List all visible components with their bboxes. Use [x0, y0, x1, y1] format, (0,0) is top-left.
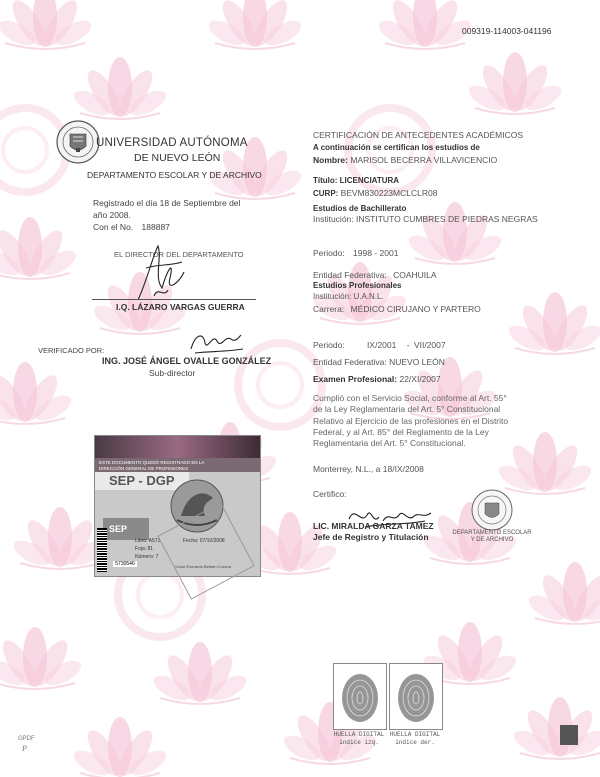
periodo1-value: 1998 - 2001	[353, 248, 399, 258]
servicio-social-paragraph	[313, 393, 543, 449]
periodo2-separator: -	[406, 340, 410, 350]
entidad1-value: COAHUILA	[393, 270, 437, 280]
certificate-heading: CERTIFICACIÓN DE ANTECEDENTES ACADÉMICOS	[313, 130, 524, 140]
nombre-label: Nombre:	[313, 155, 348, 165]
examen-label: Examen Profesional:	[313, 374, 398, 384]
periodo2-label: Periodo:	[313, 340, 345, 350]
entidad2-value: NUEVO LEÓN	[389, 357, 445, 367]
curp-row	[313, 188, 437, 198]
titulo-row	[313, 176, 399, 185]
sticker-folio: 5730546	[113, 561, 137, 567]
left-fingerprint-label2: índice izq.	[339, 739, 379, 746]
certificate-intro: A continuación se certifican los estudios de	[313, 143, 480, 152]
place-date: Monterrey, N.L., a 18/IX/2008	[313, 464, 424, 474]
bachillerato-institution-row	[313, 214, 538, 224]
registrar-role: Jefe de Registro y Titulación	[313, 532, 429, 542]
fecha-value: 07/10/2008	[199, 538, 225, 544]
registration-number: 188887	[141, 222, 170, 232]
dept-seal-line2: Y DE ARCHIVO	[470, 537, 514, 543]
bachillerato-heading: Estudios de Bachillerato	[313, 204, 407, 213]
subdirector-signature	[185, 325, 245, 357]
right-fingerprint-label1: HUELLA DIGITAL	[389, 731, 441, 738]
periodo1-label: Periodo:	[313, 248, 345, 258]
sticker-title: SEP - DGP	[95, 472, 189, 490]
director-title: EL DIRECTOR DEL DEPARTAMENTO	[114, 250, 244, 259]
profesionales-heading: Estudios Profesionales	[313, 281, 402, 290]
periodo2-start: IX/2001	[367, 340, 397, 350]
footer-code: GPDF	[18, 736, 35, 742]
foja-value: 81	[147, 546, 154, 552]
numero-value: 7	[155, 554, 159, 560]
carrera-row	[313, 304, 481, 314]
university-name-line2: DE NUEVO LEÓN	[134, 152, 221, 164]
registration-line3	[93, 222, 170, 232]
right-fingerprint-box	[389, 663, 443, 730]
sticker-numero-row	[135, 554, 158, 560]
sticker-libro-row	[135, 538, 160, 544]
titulo-value: LICENCIATURA	[339, 176, 400, 185]
servicio-line: Federal, y al Art. 85° del Reglamento de la Ley	[313, 426, 489, 437]
left-fingerprint-box	[333, 663, 387, 730]
servicio-line: Cumplió con el Servicio Social, conforme al Art. 55°	[313, 393, 507, 403]
profesionales-institution-row	[313, 292, 384, 301]
entidad1-label: Entidad Federativa:	[313, 270, 387, 280]
document-id: 009319-114003-041196	[462, 26, 552, 36]
curp-value: BEVM830223MCLCLR08	[340, 188, 438, 198]
sticker-notice-line1: ESTE DOCUMENTO QUEDÓ REGISTRADO EN LA	[95, 458, 261, 467]
entidad1-row	[313, 270, 437, 280]
sticker-foja-row	[135, 546, 153, 552]
libro-label: Libro:	[135, 538, 148, 544]
nombre-row	[313, 155, 497, 165]
examen-value: 22/XI/2007	[399, 374, 441, 384]
bachillerato-institution-value: INSTITUTO CUMBRES DE PIEDRAS NEGRAS	[356, 214, 538, 224]
registration-line2: año 2008.	[93, 210, 131, 220]
registration-number-label: Con el No.	[93, 222, 134, 232]
sticker-sep-label: SEP	[103, 518, 149, 540]
left-fingerprint-icon	[334, 664, 386, 729]
periodo2-row	[313, 340, 446, 350]
corner-security-mark	[560, 725, 578, 745]
certifico-label: Certifico:	[313, 489, 347, 499]
right-fingerprint-label2: índice der.	[395, 739, 435, 746]
carrera-label: Carrera:	[313, 304, 345, 314]
sticker-hologram-band	[95, 436, 260, 458]
numero-label: Número:	[135, 554, 155, 560]
servicio-line: Relativo al Ejercicio de las profesiones en el Distrito	[313, 415, 509, 426]
fecha-label: Fecha:	[183, 538, 199, 544]
subdirector-name: ING. JOSÉ ÁNGEL OVALLE GONZÁLEZ	[102, 356, 272, 366]
registrar-name: LIC. MIRALDA GARZA TAMEZ	[313, 521, 434, 531]
entidad2-row	[313, 357, 445, 367]
examen-row	[313, 374, 441, 384]
profesionales-institution-label: Institución:	[313, 292, 352, 301]
libro-value: A573	[148, 538, 161, 544]
titulo-label: Título:	[313, 176, 338, 185]
sticker-signer: Víctor Everardo Beltrán Corona	[175, 564, 231, 569]
subdirector-role: Sub-director	[149, 368, 196, 378]
sticker-notice-line2: DIRECCIÓN GENERAL DE PROFESIONES	[95, 465, 261, 472]
right-fingerprint-icon	[390, 664, 442, 729]
director-signature	[118, 238, 198, 308]
carrera-value: MÉDICO CIRUJANO Y PARTERO	[350, 304, 481, 314]
periodo1-row	[313, 248, 398, 258]
dept-seal-line1: DEPARTAMENTO ESCOLAR	[452, 530, 532, 536]
nombre-value: MARISOL BECERRA VILLAVICENCIO	[350, 155, 498, 165]
bachillerato-institution-label: Institución:	[313, 214, 354, 224]
entidad2-label: Entidad Federativa:	[313, 357, 387, 367]
periodo2-end: VII/2007	[413, 340, 446, 350]
servicio-line: Reglamentaria del Art. 5° Constitucional.	[313, 438, 466, 449]
servicio-line: de la Ley Reglamentaria del Art. 5° Constitucional	[313, 404, 501, 415]
department-name: DEPARTAMENTO ESCOLAR Y DE ARCHIVO	[87, 170, 262, 180]
verified-label: VERIFICADO POR:	[38, 346, 105, 355]
university-seal-icon	[56, 118, 100, 166]
left-fingerprint-label1: HUELLA DIGITAL	[333, 731, 385, 738]
department-seal-icon	[470, 488, 514, 532]
director-name: I.Q. LÁZARO VARGAS GUERRA	[116, 302, 245, 312]
footer-letter: P	[22, 744, 27, 753]
curp-label: CURP:	[313, 189, 339, 198]
profesionales-institution-value: U.A.N.L.	[353, 292, 384, 301]
sticker-barcode	[97, 528, 107, 572]
university-name-line1: UNIVERSIDAD AUTÓNOMA	[96, 137, 248, 149]
foja-label: Foja:	[135, 546, 147, 552]
registration-line1: Registrado el día 18 de Septiembre del	[93, 198, 241, 208]
